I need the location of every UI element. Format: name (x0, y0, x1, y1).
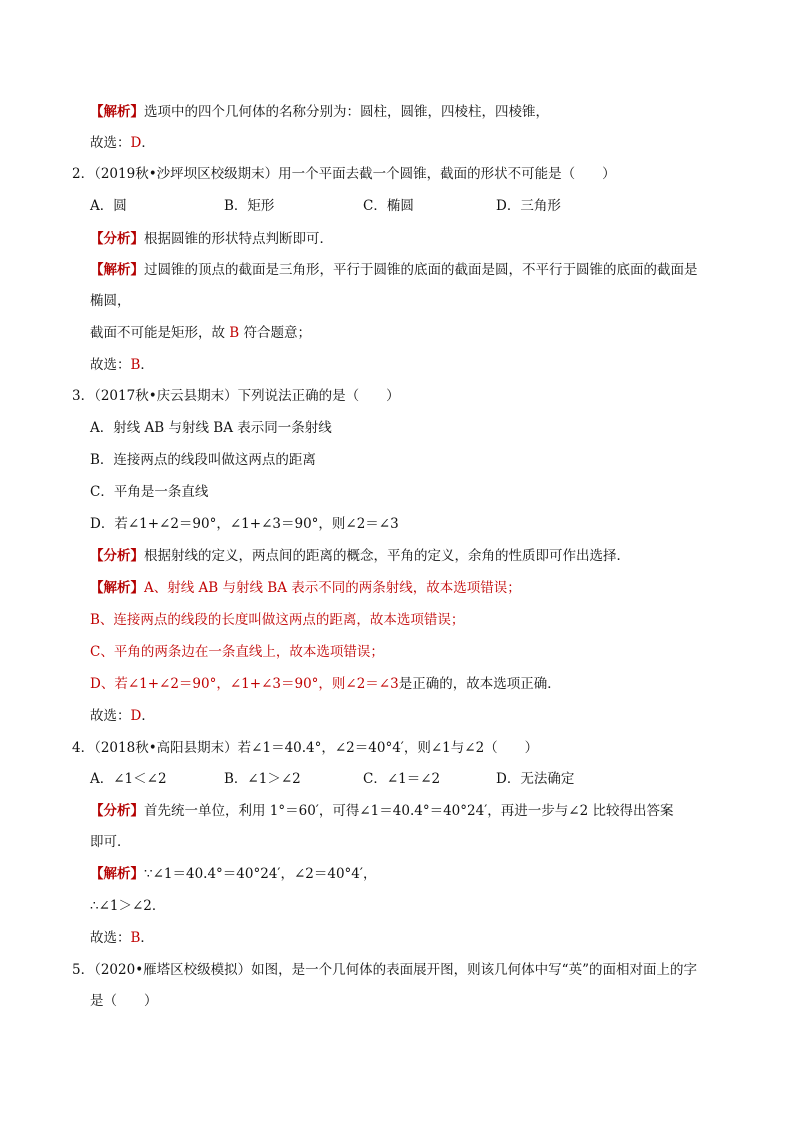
q3-option-b: B．连接两点的线段叫做这两点的距离 (90, 452, 316, 468)
analysis-tag: 【分析】 (90, 803, 144, 819)
q3-solution-c: C、平角的两条边在一条直线上，故本选项错误； (90, 644, 384, 660)
q3-option-c: C．平角是一条直线 (90, 484, 209, 500)
q2-answer: 故选：B． (90, 357, 154, 373)
q3-answer: 故选：D． (90, 708, 155, 724)
solution-tag: 【解析】 (90, 580, 144, 596)
q2-option-b: B．矩形 (224, 198, 275, 214)
solution-tag: 【解析】 (90, 104, 144, 120)
q4-solution-line1: 【解析】∵∠1＝40.4°＝40°24′，∠2＝40°4′， (90, 866, 377, 882)
q2-analysis: 【分析】根据圆锥的形状特点判断即可． (90, 231, 333, 247)
q5-stem-line1: 5．（2020•雁塔区校级模拟）如图，是一个几何体的表面展开图，则该几何体中写“英”的面相对面上的字 (72, 962, 697, 978)
q2-option-c: C．椭圆 (363, 198, 414, 214)
q3-option-d: D．若∠1+∠2＝90°，∠1+∠3＝90°，则∠2＝∠3 (90, 516, 399, 532)
analysis-tag: 【分析】 (90, 548, 144, 564)
q5-number: 5． (72, 962, 95, 978)
q2-solution-line3: 截面不可能是矩形，故 B 符合题意； (90, 325, 312, 341)
q2-solution-line1: 【解析】过圆锥的顶点的截面是三角形，平行于圆锥的底面的截面是圆，不平行于圆锥的底面的截面是 (90, 262, 698, 278)
q2-answer-letter: B (130, 357, 141, 373)
q2-option-a: A．圆 (90, 198, 127, 214)
q3-answer-letter: D (130, 708, 142, 724)
q4-number: 4． (72, 740, 95, 756)
q2-stem-text: （2019秋•沙坪坝区校级期末）用一个平面去截一个圆锥，截面的形状不可能是（ ） (94, 166, 616, 182)
q3-stem: 3．（2017秋•庆云县期末）下列说法正确的是（ ） (72, 388, 400, 404)
q2-number: 2． (72, 166, 95, 182)
q2-solution-line2: 椭圆， (90, 293, 131, 309)
q4-option-a: A．∠1＜∠2 (90, 771, 167, 787)
q4-analysis-line2: 即可． (90, 834, 131, 850)
q3-option-a: A．射线 AB 与射线 BA 表示同一条射线 (90, 420, 332, 436)
q4-solution-line2: ∴∠1＞∠2． (90, 898, 166, 914)
q4-option-d: D．无法确定 (496, 771, 575, 787)
q2-option-d: D．三角形 (496, 198, 561, 214)
solution-tag: 【解析】 (90, 262, 144, 278)
q4-stem: 4．（2018秋•高阳县期末）若∠1＝40.4°，∠2＝40°4′，则∠1与∠2（ ） (72, 740, 539, 756)
q1-solution (90, 102, 794, 122)
q3-solution-d: D、若∠1+∠2＝90°，∠1+∠3＝90°，则∠2＝∠3是正确的，故本选项正确． (90, 676, 561, 692)
q4-analysis-line1: 【分析】首先统一单位，利用 1°＝60′，可得∠1＝40.4°＝40°24′，再进一步与∠2 比较得出答案 (90, 803, 674, 819)
q1-solution-text: 选项中的四个几何体的名称分别为：圆柱，圆锥，四棱柱，四棱锥， (144, 104, 549, 120)
q4-answer: 故选：B． (90, 930, 154, 946)
q4-option-c: C．∠1＝∠2 (363, 771, 441, 787)
q3-number: 3． (72, 388, 95, 404)
q1-answer-letter: D (130, 135, 142, 151)
q2-stem (72, 164, 794, 184)
q5-stem-line2: 是（ ） (90, 993, 158, 1009)
q1-answer: 故选：D． (90, 135, 155, 151)
q3-solution-a: 【解析】A、射线 AB 与射线 BA 表示不同的两条射线，故本选项错误； (90, 580, 521, 596)
analysis-tag: 【分析】 (90, 231, 144, 247)
solution-tag: 【解析】 (90, 866, 144, 882)
q4-answer-letter: B (130, 930, 141, 946)
q4-option-b: B．∠1＞∠2 (224, 771, 301, 787)
q3-analysis: 【分析】根据射线的定义，两点间的距离的概念，平角的定义，余角的性质即可作出选择． (90, 548, 630, 564)
q3-solution-b: B、连接两点的线段的长度叫做这两点的距离，故本选项错误； (90, 612, 465, 628)
